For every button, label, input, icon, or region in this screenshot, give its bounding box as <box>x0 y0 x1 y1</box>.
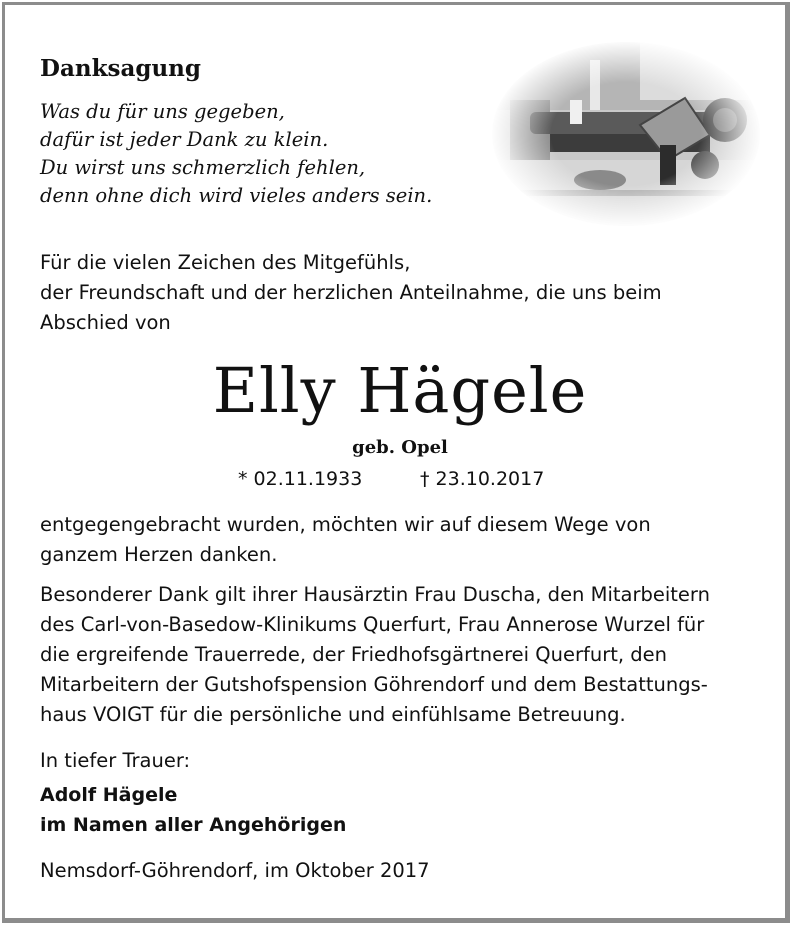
special-thanks-line: Besonderer Dank gilt ihrer Hausärztin Frau Duscha, den Mitarbeitern <box>40 583 710 606</box>
poem-line: Du wirst uns schmerzlich fehlen, <box>40 156 366 179</box>
signer-subtitle: im Namen aller Angehörigen <box>40 814 347 836</box>
deceased-name: Elly Hägele <box>212 354 588 427</box>
sewing-machine-photo <box>490 40 762 228</box>
intro-line: Für die vielen Zeichen des Mitgefühls, <box>40 251 411 274</box>
special-thanks-line: Mitarbeitern der Gutshofspension Göhrendorf und dem Bestattungs- <box>40 673 708 696</box>
death-date: † 23.10.2017 <box>420 468 545 490</box>
special-thanks-line: des Carl-von-Basedow-Klinikums Querfurt, Frau Annerose Wurzel für <box>40 613 705 636</box>
notice-heading: Danksagung <box>40 55 201 82</box>
thanks-text <box>40 510 651 570</box>
poem-line: Was du für uns gegeben, <box>40 100 285 123</box>
poem-line: dafür ist jeder Dank zu klein. <box>40 128 329 151</box>
special-thanks-text <box>40 580 710 730</box>
mourning-label: In tiefer Trauer: <box>40 749 191 772</box>
birth-date: * 02.11.1933 <box>238 468 363 490</box>
thanks-line: entgegengebracht wurden, möchten wir auf diesem Wege von <box>40 513 651 536</box>
maiden-name: geb. Opel <box>352 437 448 458</box>
intro-line: Abschied von <box>40 311 171 334</box>
intro-line: der Freundschaft und der herzlichen Anteilnahme, die uns beim <box>40 281 662 304</box>
special-thanks-line: haus VOIGT für die persönliche und einfühlsame Betreuung. <box>40 703 626 726</box>
signer-block <box>40 780 346 840</box>
intro-text <box>40 248 662 338</box>
signer-name: Adolf Hägele <box>40 784 178 806</box>
poem-line: denn ohne dich wird vieles anders sein. <box>40 184 433 207</box>
poem <box>40 98 432 210</box>
thanks-line: ganzem Herzen danken. <box>40 543 278 566</box>
place-date: Nemsdorf-Göhrendorf, im Oktober 2017 <box>40 859 430 882</box>
special-thanks-line: die ergreifende Trauerrede, der Friedhofsgärtnerei Querfurt, den <box>40 643 668 666</box>
